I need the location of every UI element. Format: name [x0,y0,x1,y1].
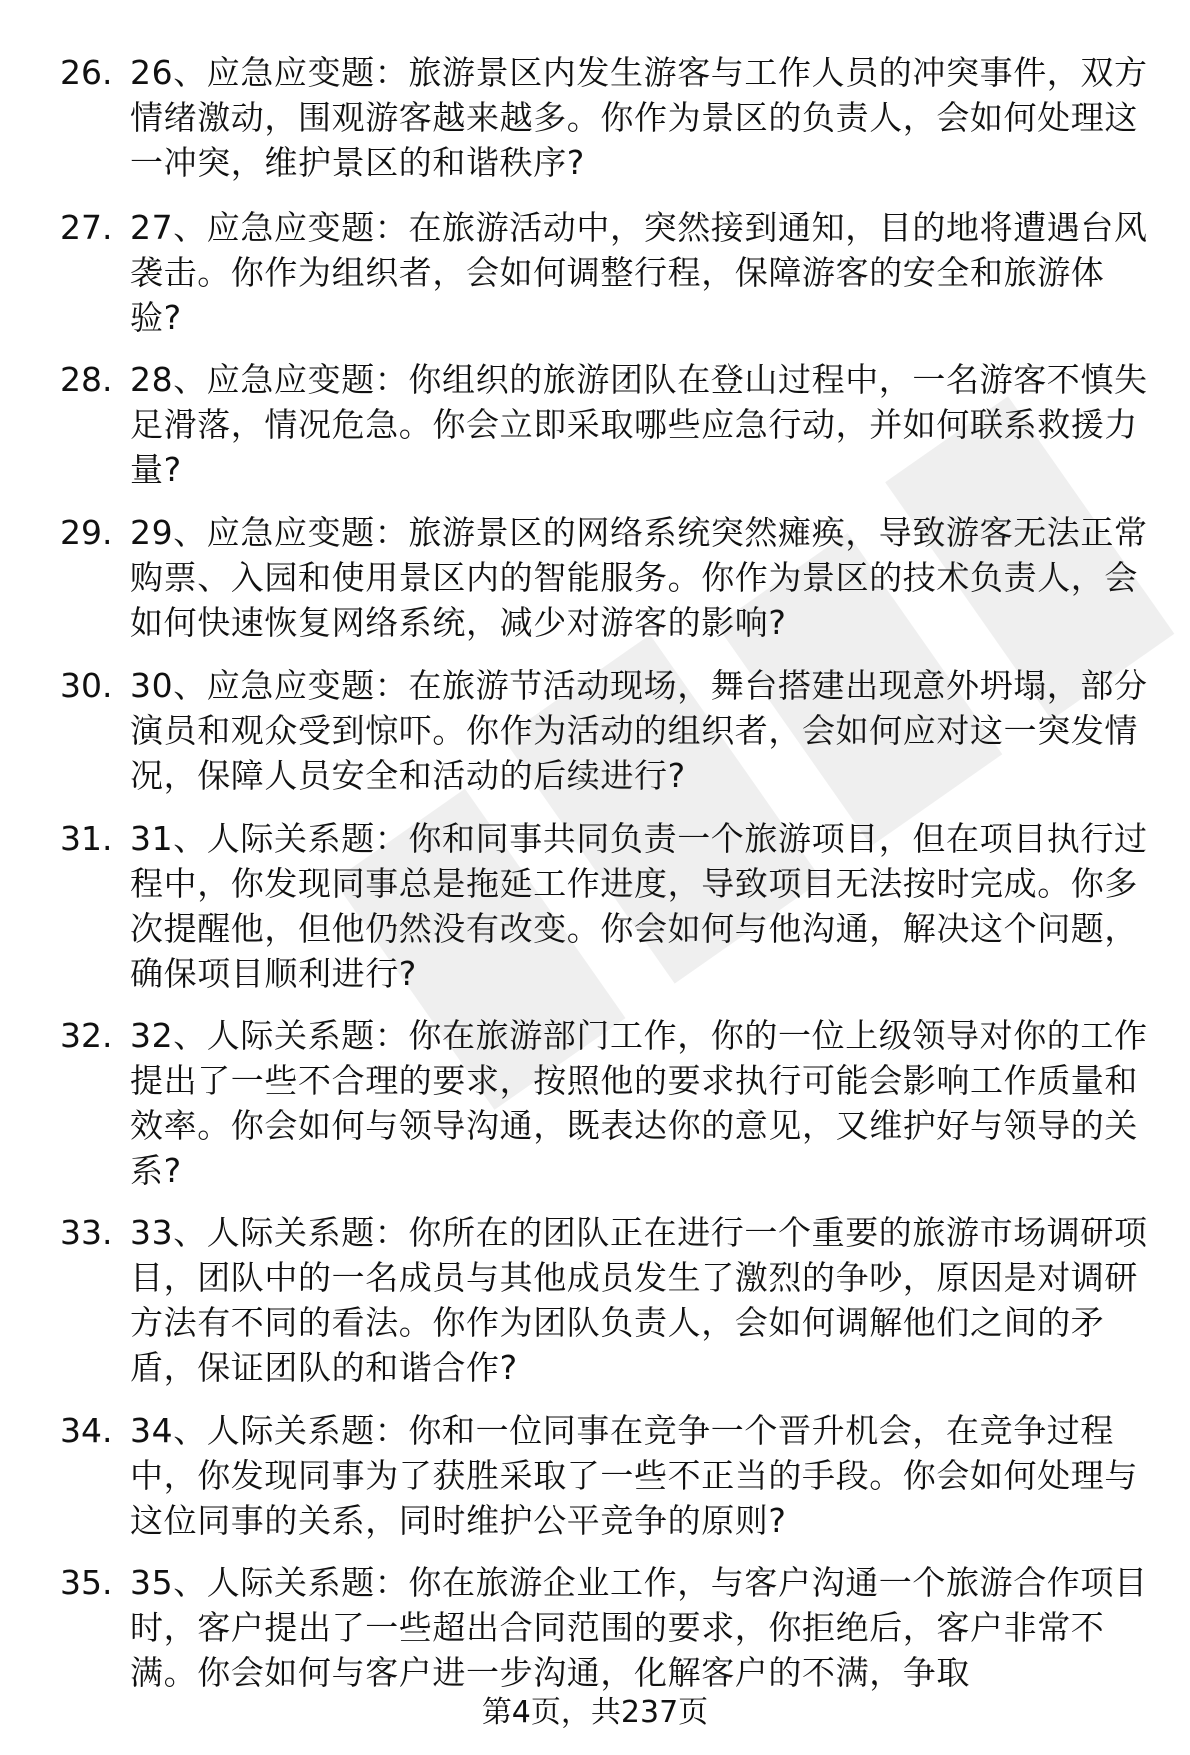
question-number: 29. [60,513,113,552]
question-number: 27. [60,208,113,247]
question-number: 33. [60,1213,113,1252]
question-number: 34. [60,1411,113,1450]
question-text: 33、人际关系题：你所在的团队正在进行一个重要的旅游市场调研项目，团队中的一名成员与其他成员发生了激烈的争吵，原因是对调研方法有不同的看法。你作为团队负责人，会如何调解他们之间的矛盾，保证团队的和谐合作? [130,1213,1148,1387]
page-footer: 第4页，共237页 [481,1695,709,1730]
question-text: 31、人际关系题：你和同事共同负责一个旅游项目，但在项目执行过程中，你发现同事总是拖延工作进度，导致项目无法按时完成。你多次提醒他，但他仍然没有改变。你会如何与他沟通，解决这个问题，确保项目顺利进行? [130,819,1148,993]
question-text: 27、应急应变题：在旅游活动中，突然接到通知，目的地将遭遇台风袭击。你作为组织者，会如何调整行程，保障游客的安全和旅游体验? [130,208,1148,337]
question-text: 29、应急应变题：旅游景区的网络系统突然瘫痪，导致游客无法正常购票、入园和使用景区内的智能服务。你作为景区的技术负责人，会如何快速恢复网络系统，减少对游客的影响? [130,513,1148,642]
question-text: 28、应急应变题：你组织的旅游团队在登山过程中，一名游客不慎失足滑落，情况危急。你会立即采取哪些应急行动，并如何联系救援力量? [130,360,1148,489]
question-number: 26. [60,53,113,92]
question-text: 26、应急应变题：旅游景区内发生游客与工作人员的冲突事件，双方情绪激动，围观游客越来越多。你作为景区的负责人，会如何处理这一冲突，维护景区的和谐秩序? [130,53,1148,182]
question-text: 34、人际关系题：你和一位同事在竞争一个晋升机会，在竞争过程中，你发现同事为了获胜采取了一些不正当的手段。你会如何处理与这位同事的关系，同时维护公平竞争的原则? [130,1411,1138,1540]
question-text: 35、人际关系题：你在旅游企业工作，与客户沟通一个旅游合作项目时，客户提出了一些超出合同范围的要求，你拒绝后，客户非常不满。你会如何与客户进一步沟通，化解客户的不满，争取 [130,1563,1148,1692]
question-number: 31. [60,819,113,858]
question-number: 28. [60,360,113,399]
question-text: 32、人际关系题：你在旅游部门工作，你的一位上级领导对你的工作提出了一些不合理的要求，按照他的要求执行可能会影响工作质量和效率。你会如何与领导沟通，既表达你的意见，又维护好与领导的关系? [130,1016,1148,1190]
question-number: 30. [60,666,113,705]
question-number: 32. [60,1016,113,1055]
question-text: 30、应急应变题：在旅游节活动现场，舞台搭建出现意外坍塌，部分演员和观众受到惊吓。你作为活动的组织者，会如何应对这一突发情况，保障人员安全和活动的后续进行? [130,666,1148,795]
question-number: 35. [60,1563,113,1602]
